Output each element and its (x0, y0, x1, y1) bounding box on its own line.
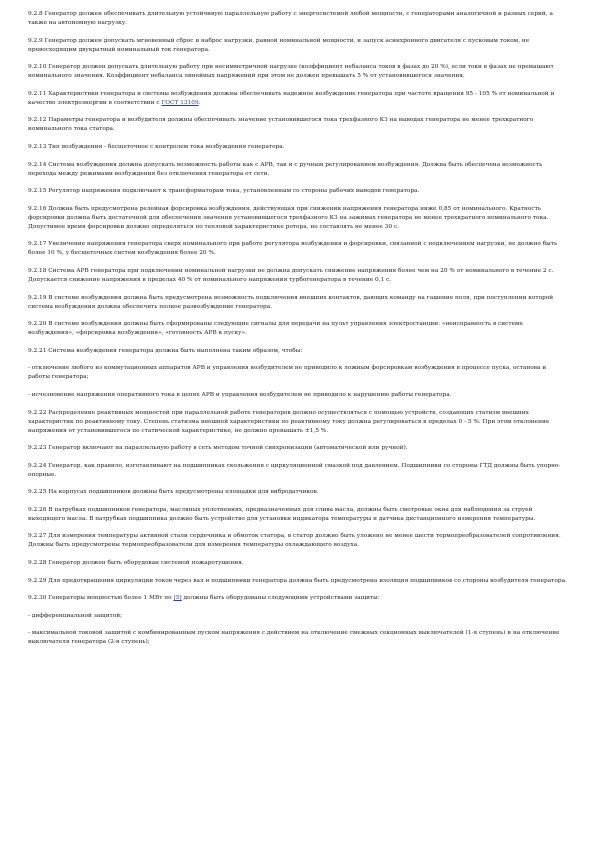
paragraph: 9.2.22 Распределение реактивных мощностей при параллельной работе генераторов должно осуществляться с помощью устройств, создающих статизм внешних характеристик по реактивному току. Степень статизма внешней характеристики по реактивному току должна регулироваться в пределах 0 - 5 %. При этом отклонение напряжения от установившегося по статической характеристике, не должно превышать ±1,5 %. (28, 409, 550, 434)
paragraph: 9.2.17 Увеличение напряжения генератора сверх номинального при работе регулятора возбуждения и форсировки, связанной с подключением нагрузки, не должно быть более 10 %, у бесщеточных систем возбуждения более 20 %. (28, 241, 558, 257)
paragraph: 9.2.25 На корпусах подшипников должны быть предусмотрены площадки для вибродатчиков. (28, 489, 319, 496)
paragraph: 9.2.13 Тип возбуждения - бесщеточное с контролем тока возбуждения генератора. (28, 143, 285, 150)
paragraph: - дифференциальной защитой; (28, 612, 123, 619)
paragraph: 9.2.15 Регулятор напряжения подключают к трансформаторам тока, установленным со стороны рабочих выводов генератора. (28, 188, 420, 195)
paragraph: 9.2.24 Генератор, как правило, изготавливают на подшипниках скольжения с циркуляционной смазкой под давлением. Подшипники со стороны ГТД должны быть упорно-опорные. (28, 462, 561, 478)
paragraph-text: 9.2.11 Характеристики генератора и системы возбуждения должны обеспечивать надежное возбуждение генератора при частоте вращения 95 - 105 % от номинальной и качество электроэнергии в соответствии с (28, 90, 555, 106)
paragraph: 9.2.16 Должна быть предусмотрена релейная форсировка возбуждения, действующая при снижении напряжения генератора ниже 0,85 от номинального. Кратность форсировки должна быть достаточной для обеспечения значения установившегося трехфазного КЗ на зажимах генератора не менее трехкратного номинального тока. Допустимое время форсировки должно определяться по тепловой характеристике ротора, но составлять не менее 30 с. (28, 205, 549, 230)
paragraph-text: . (198, 99, 201, 106)
paragraph: 9.2.27 Для измерения температуры активной стали сердечника и обмоток статора, в статор должно быть уложено не менее шести термопреобразователей сопротивления. Должны быть предусмотрены термопреобразователи для измерения температуры охлаждающего воздуха. (28, 533, 561, 549)
paragraph: - отключение любого из коммутационных аппаратов АРВ и управления возбудителем не приводило к ложным форсировкам возбуждения в процессе пуска, останова и работы генератора; (28, 365, 547, 381)
document-page (28, 10, 568, 656)
paragraph: - максимальной токовой защитой с комбинированным пуском напряжения с действием на отключение смежных секционных выключателей (1-я ступень) и на отключение выключателя генератора (2-я ступень); (28, 630, 560, 646)
paragraph (28, 594, 568, 603)
paragraph-text: должны быть оборудованы следующими устройствами защиты: (181, 595, 380, 602)
paragraph: 9.2.23 Генератор включают на параллельную работу в сеть методом точной синхронизации (автоматической или ручной). (28, 445, 408, 452)
paragraph-text: 9.2.30 Генераторы мощностью более 1 МВт по (28, 595, 174, 602)
paragraph: 9.2.20 В системе возбуждения должны быть сформированы следующие сигналы для передачи на пульт управления электростанции: «неисправность в системе возбуждения», «форсировка возбуждения», «готовность АРВ к пуску». (28, 321, 523, 337)
paragraph: 9.2.19 В системе возбуждения должна быть предусмотрена возможность подключения внешних контактов, дающих команду на гашение поля, при поступлении которой система возбуждения должна обеспечить полное развозбуждение генератора. (28, 294, 554, 310)
paragraph: 9.2.28 Генератор должен быть оборудован системой пожаротушения. (28, 560, 244, 567)
paragraph (28, 90, 568, 108)
paragraph: 9.2.12 Параметры генератора и возбудителя должны обеспечивать значение установившегося тока трехфазного КЗ на выводах генератора не менее трехкратного номинального тока статора. (28, 117, 534, 133)
paragraph: 9.2.9 Генератор должен допускать мгновенный сброс и наброс нагрузки, равной номинальной мощности, и запуск асинхронного двигателя с пусковым током, не превосходящим двукратный номинальный ток генератора. (28, 37, 530, 53)
paragraph: 9.2.14 Система возбуждения должна допускать возможность работы как с АРВ, так и с ручным регулированием возбуждения. Должна быть обеспечена возможность перехода между режимами возбуждения без отключения генератора от сети. (28, 161, 543, 177)
paragraph: 9.2.26 В патрубках подшипников генератора, масляных уплотнениях, предназначенных для слива масла, должны быть смотровые окна для наблюдения за струей выходящего масла. В патрубках подшипника должно быть устройство для установки индикатора температуры и датчика дистанционного измерения температуры. (28, 506, 536, 522)
reference-link[interactable]: [5] (173, 595, 182, 602)
paragraph: 9.2.10 Генератор должен допускать длительную работу при несимметричной нагрузке (коэффициент небаланса токов в фазах до 20 %), если токи в фазах не превышают номинального значения. Коэффициент небаланса линейных напряжений при этом не должен превышать 5 % от установившегося значения. (28, 64, 554, 80)
paragraph: 9.2.18 Система АРВ генератора при подключении номинальной нагрузки не должна допускать снижение напряжения более чем на 20 % от номинального в течение 2 с. Допускается снижение напряжения в пределах 40 % от номинального напряжения турбогенератора в течение 0,1 с. (28, 267, 554, 283)
paragraph: - исчезновение напряжения оперативного тока в цепях АРВ и управления возбудителем не приводило к нарушению работы генератора. (28, 391, 452, 398)
paragraph: 9.2.21 Система возбуждения генератора должна быть выполнена таким образом, чтобы: (28, 347, 303, 354)
paragraph: 9.2.8 Генератор должен обеспечивать длительную устойчивую параллельную работу с энергосистемой любой мощности, с генераторами аналогичной и разных серий, а также на автономную нагрузку. (28, 11, 553, 26)
reference-link[interactable]: ГОСТ 13109 (161, 99, 199, 106)
paragraph: 9.2.29 Для предотвращения циркуляции токов через вал и подшипники генератора должна быть предусмотрена изоляция подшипников со стороны возбудителя генератора. (28, 577, 567, 584)
